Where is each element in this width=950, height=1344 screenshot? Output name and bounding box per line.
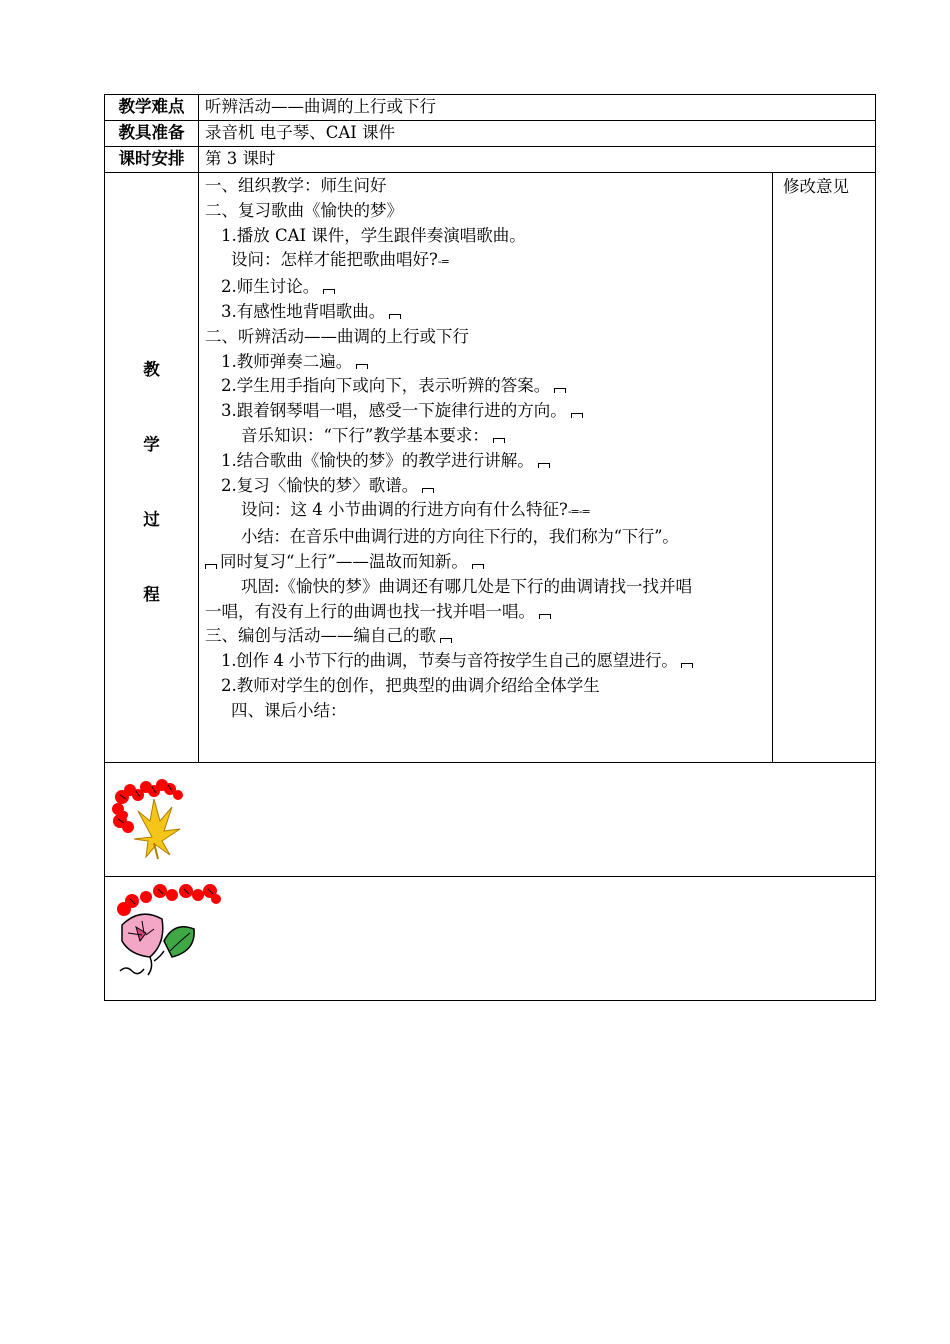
paragraph-mark-icon [493, 438, 505, 443]
process-line: 2.师生讨论。 [205, 275, 768, 300]
morning-glory-flower-icon [110, 881, 230, 981]
process-line: 3.跟着钢琴唱一唱，感受一下旋律行进的方向。 [205, 399, 768, 424]
process-line: 设问：怎样才能把歌曲唱好?-= [231, 250, 449, 270]
process-line: 二、听辨活动——曲调的上行或下行 [205, 326, 469, 346]
vertical-char-2: 学 [143, 435, 160, 454]
tools-value: 录音机 电子琴、CAI 课件 [199, 121, 876, 147]
process-line: 2.复习〈愉快的梦〉歌谱。 [205, 474, 768, 499]
row-process [105, 173, 876, 763]
process-line: 2.教师对学生的创作，把典型的曲调介绍给全体学生 [221, 675, 600, 695]
process-line: 设问：这 4 小节曲调的行进方向有什么特征?-=-= [241, 500, 590, 520]
schedule-label: 课时安排 [105, 147, 199, 173]
paragraph-mark-icon [440, 638, 452, 643]
mark-glyph-icon: -= [437, 255, 449, 269]
difficulty-label: 教学难点 [105, 95, 199, 121]
process-line: 小结：在音乐中曲调行进的方向往下行的，我们称为“下行”。 [241, 527, 679, 547]
process-line: 1.创作 4 小节下行的曲调，节奏与音符按学生自己的愿望进行。 [205, 649, 768, 674]
process-line: 一、组织教学：师生问好 [205, 176, 387, 195]
vertical-char-3: 过 [143, 510, 160, 529]
paragraph-mark-icon [205, 564, 217, 569]
paragraph-mark-icon [554, 388, 566, 393]
row-schedule [105, 147, 876, 173]
process-line: 三、编创与活动——编自己的歌 [205, 624, 768, 649]
process-line: 同时复习“上行”——温故而知新。 [205, 550, 768, 575]
paragraph-mark-icon [538, 463, 550, 468]
process-line: 二、复习歌曲《愉快的梦》 [205, 200, 403, 220]
revision-notes-header: 修改意见 [773, 173, 876, 763]
process-line: 巩固:《愉快的梦》曲调还有哪几处是下行的曲调请找一找并唱 [241, 576, 693, 596]
process-line: 1.结合歌曲《愉快的梦》的教学进行讲解。 [205, 449, 768, 474]
schedule-value: 第 3 课时 [199, 147, 876, 173]
paragraph-mark-icon [422, 488, 434, 493]
lesson-plan-table [104, 94, 876, 1001]
vertical-char-1: 教 [143, 360, 160, 379]
mark-glyph-icon: -=-= [567, 505, 590, 519]
red-flower-with-yellow-leaf-icon [110, 777, 200, 867]
tools-label: 教具准备 [105, 121, 199, 147]
process-line: 2.学生用手指向下或向下，表示听辨的答案。 [205, 374, 768, 399]
paragraph-mark-icon [389, 314, 401, 319]
process-vertical-label [105, 173, 199, 763]
process-line: 1.播放 CAI 课件，学生跟伴奏演唱歌曲。 [221, 225, 526, 245]
process-content [199, 173, 773, 763]
paragraph-mark-icon [356, 364, 368, 369]
paragraph-mark-icon [472, 564, 484, 569]
paragraph-mark-icon [571, 413, 583, 418]
difficulty-value: 听辨活动——曲调的上行或下行 [199, 95, 876, 121]
process-line: 1.教师弹奏二遍。 [205, 350, 768, 375]
process-line: 一唱，有没有上行的曲调也找一找并唱一唱。 [205, 600, 768, 625]
vertical-char-4: 程 [143, 585, 160, 604]
process-line: 3.有感性地背唱歌曲。 [205, 300, 768, 325]
row-decoration-2 [105, 877, 876, 1001]
row-difficulty [105, 95, 876, 121]
paragraph-mark-icon [323, 289, 335, 294]
process-line: 音乐知识：“下行”教学基本要求： [205, 424, 768, 449]
row-tools [105, 121, 876, 147]
paragraph-mark-icon [681, 663, 693, 668]
process-line: 四、课后小结： [231, 700, 347, 720]
decoration-cell-2 [105, 877, 876, 1001]
paragraph-mark-icon [539, 614, 551, 619]
row-decoration-1 [105, 763, 876, 877]
decoration-cell-1 [105, 763, 876, 877]
